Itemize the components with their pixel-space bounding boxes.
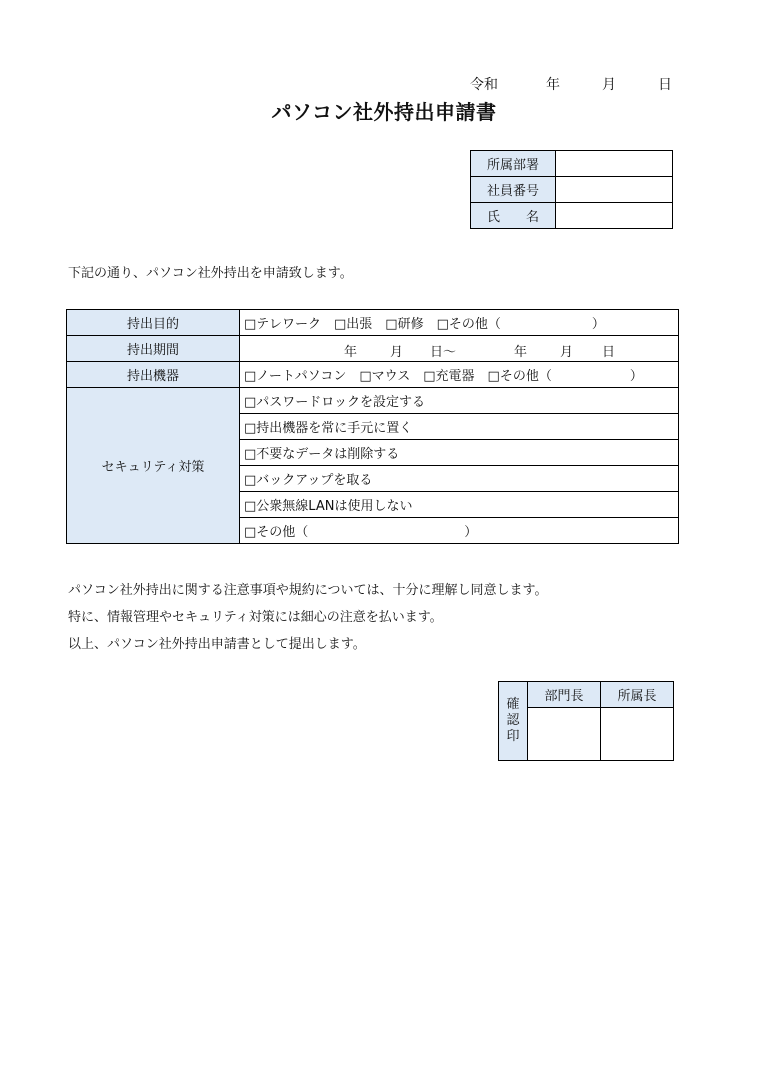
security-item[interactable]: □パスワードロックを設定する [240, 388, 679, 414]
purpose-options[interactable]: □テレワーク □出張 □研修 □その他（ ） [240, 310, 679, 336]
request-table [66, 309, 679, 544]
security-row [67, 388, 679, 414]
period-row [67, 336, 679, 362]
security-label: セキュリティ対策 [67, 388, 240, 544]
period-start-month: 月 [390, 345, 404, 360]
purpose-label: 持出目的 [67, 310, 240, 336]
page-title: パソコン社外持出申請書 [271, 100, 497, 124]
note-line: パソコン社外持出に関する注意事項や規約については、十分に理解し同意します。 [68, 583, 548, 598]
employee-number-field[interactable] [556, 177, 673, 203]
date-year: 年 [546, 77, 560, 93]
seal-char: 印 [506, 729, 520, 744]
applicant-row-employee-number [471, 177, 673, 203]
intro-text: 下記の通り、パソコン社外持出を申請致します。 [68, 266, 353, 281]
device-row [67, 362, 679, 388]
date-day: 日 [658, 77, 672, 93]
security-item[interactable]: □その他（ ） [240, 518, 679, 544]
section-head-label: 所属長 [601, 682, 674, 708]
applicant-row-name [471, 203, 673, 229]
dept-head-label: 部門長 [528, 682, 601, 708]
approval-seal-table [498, 681, 674, 761]
applicant-table [470, 150, 673, 229]
note-line: 以上、パソコン社外持出申請書として提出します。 [68, 637, 366, 652]
employee-number-label: 社員番号 [471, 177, 556, 203]
device-label: 持出機器 [67, 362, 240, 388]
period-end-day: 日 [602, 345, 616, 360]
date-era: 令和 [470, 77, 498, 93]
date-month: 月 [602, 77, 616, 93]
seal-char: 確 [506, 697, 520, 712]
name-field[interactable] [556, 203, 673, 229]
security-item[interactable]: □公衆無線LANは使用しない [240, 492, 679, 518]
period-start-year: 年 [344, 345, 358, 360]
security-item[interactable]: □バックアップを取る [240, 466, 679, 492]
period-label: 持出期間 [67, 336, 240, 362]
department-label: 所属部署 [471, 151, 556, 177]
note-line: 特に、情報管理やセキュリティ対策には細心の注意を払います。 [68, 610, 443, 625]
department-field[interactable] [556, 151, 673, 177]
seal-char: 認 [506, 713, 520, 728]
seal-side-label [499, 682, 528, 761]
section-head-seal-box[interactable] [601, 708, 674, 761]
period-end-month: 月 [560, 345, 574, 360]
security-item[interactable]: □持出機器を常に手元に置く [240, 414, 679, 440]
dept-head-seal-box[interactable] [528, 708, 601, 761]
period-start-day: 日～ [430, 345, 457, 360]
security-item[interactable]: □不要なデータは削除する [240, 440, 679, 466]
name-label: 氏 名 [471, 203, 556, 229]
period-end-year: 年 [514, 345, 528, 360]
applicant-row-department [471, 151, 673, 177]
device-options[interactable]: □ノートパソコン □マウス □充電器 □その他（ ） [240, 362, 679, 388]
purpose-row [67, 310, 679, 336]
period-field[interactable] [240, 336, 679, 362]
